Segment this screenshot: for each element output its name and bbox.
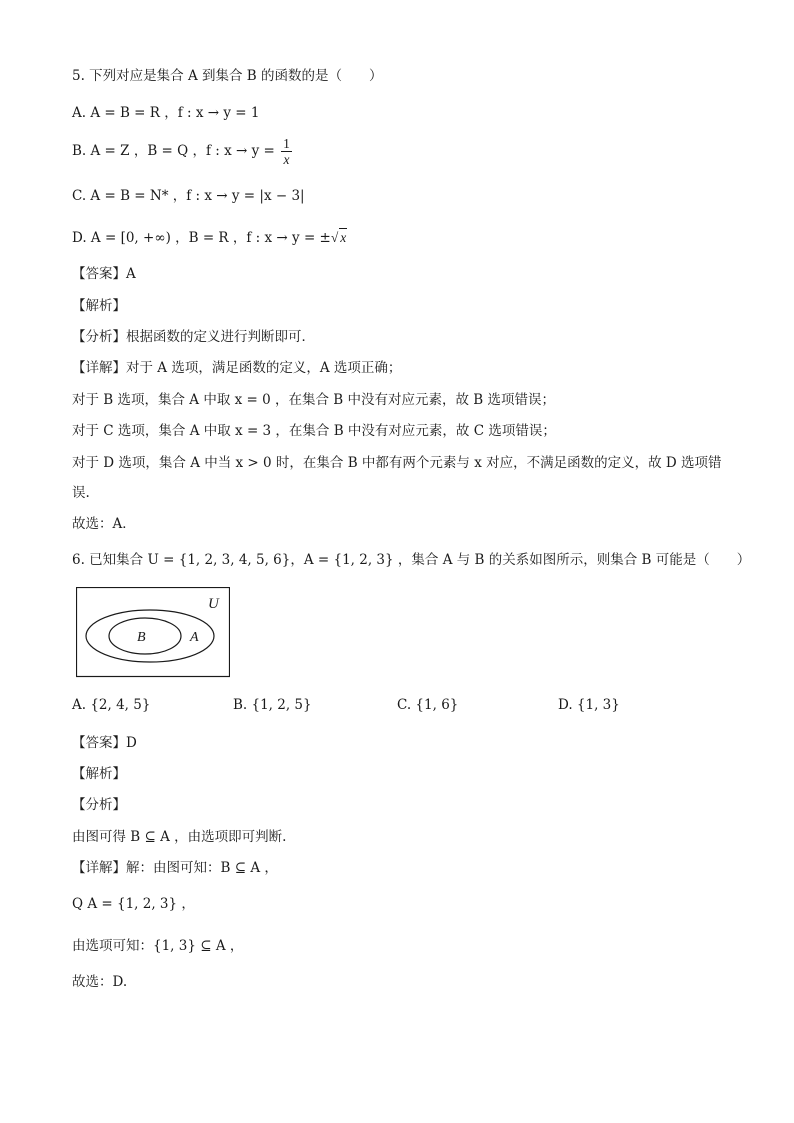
universe-label: U [208, 596, 219, 612]
q5-fenxi: 【分析】根据函数的定义进行判断即可． [72, 329, 315, 345]
venn-diagram [76, 587, 230, 679]
q6-detail-3: 由选项可知：{1, 3} ⊆ A ， [72, 938, 244, 954]
q5-conclusion: 故选：A． [72, 516, 136, 532]
q5-option-d-text: D. A = [0, +∞) ，B = R ，f : x → y = ± [72, 230, 331, 246]
q5-option-d [72, 228, 347, 247]
sqrt-symbol: √ [330, 230, 339, 245]
q5-stem: 5. 下列对应是集合 A 到集合 B 的函数的是（ ） [72, 68, 383, 84]
sqrt-radicand: x [340, 230, 347, 245]
q5-answer: 【答案】A [72, 266, 136, 282]
q5-jiexi: 【解析】 [72, 298, 126, 314]
q5-option-a: A. A = B = R ，f : x → y = 1 [72, 105, 260, 121]
q6-conclusion: 故选：D. [72, 974, 128, 990]
fraction-one-over-x: $\frac{1}{x}$ [283, 136, 290, 167]
q6-option-c: C. {1, 6} [397, 697, 459, 713]
set-b-label: B [137, 630, 146, 645]
q5-option-c: C. A = B = N* ，f : x → y = |x − 3| [72, 188, 305, 204]
q5-detail-5: 误. [72, 485, 90, 501]
q6-detail-1: 【详解】解：由图可知：B ⊆ A ， [72, 860, 278, 876]
q5-detail-4: 对于 D 选项，集合 A 中当 x > 0 时，在集合 B 中都有两个元素与 x 对应，不满足函数的定义，故 D 选项错 [72, 455, 722, 471]
q5-detail-2: 对于 B 选项，集合 A 中取 x = 0 ，在集合 B 中没有对应元素，故 B 选项错误； [72, 392, 556, 408]
q6-fenxi-text: 由图可得 B ⊆ A ，由选项即可判断. [72, 829, 287, 845]
q5-option-b-text: B. A = Z ，B = Q ，f : x → y = [72, 143, 280, 159]
q6-option-b: B. {1, 2, 5} [233, 697, 312, 713]
q6-answer: 【答案】D [72, 735, 137, 751]
q5-detail-1: 【详解】对于 A 选项，满足函数的定义，A 选项正确； [72, 360, 402, 376]
q6-option-a: A. {2, 4, 5} [72, 697, 151, 713]
q5-detail-3: 对于 C 选项，集合 A 中取 x = 3 ，在集合 B 中没有对应元素，故 C 选项错误； [72, 423, 556, 439]
q6-jiexi: 【解析】 [72, 766, 126, 782]
q6-stem: 6. 已知集合 U = {1, 2, 3, 4, 5, 6}，A = {1, 2, 3} ，集合 A 与 B 的关系如图所示，则集合 B 可能是（ ） [72, 552, 751, 568]
q5-option-b [72, 136, 294, 167]
set-a-label: A [190, 630, 199, 645]
q6-options [72, 696, 722, 716]
q6-option-d: D. {1, 3} [558, 697, 620, 713]
q6-fenxi: 【分析】 [72, 797, 126, 813]
universe-box [77, 588, 230, 677]
q6-detail-2: Q A = {1, 2, 3} ， [72, 896, 195, 912]
